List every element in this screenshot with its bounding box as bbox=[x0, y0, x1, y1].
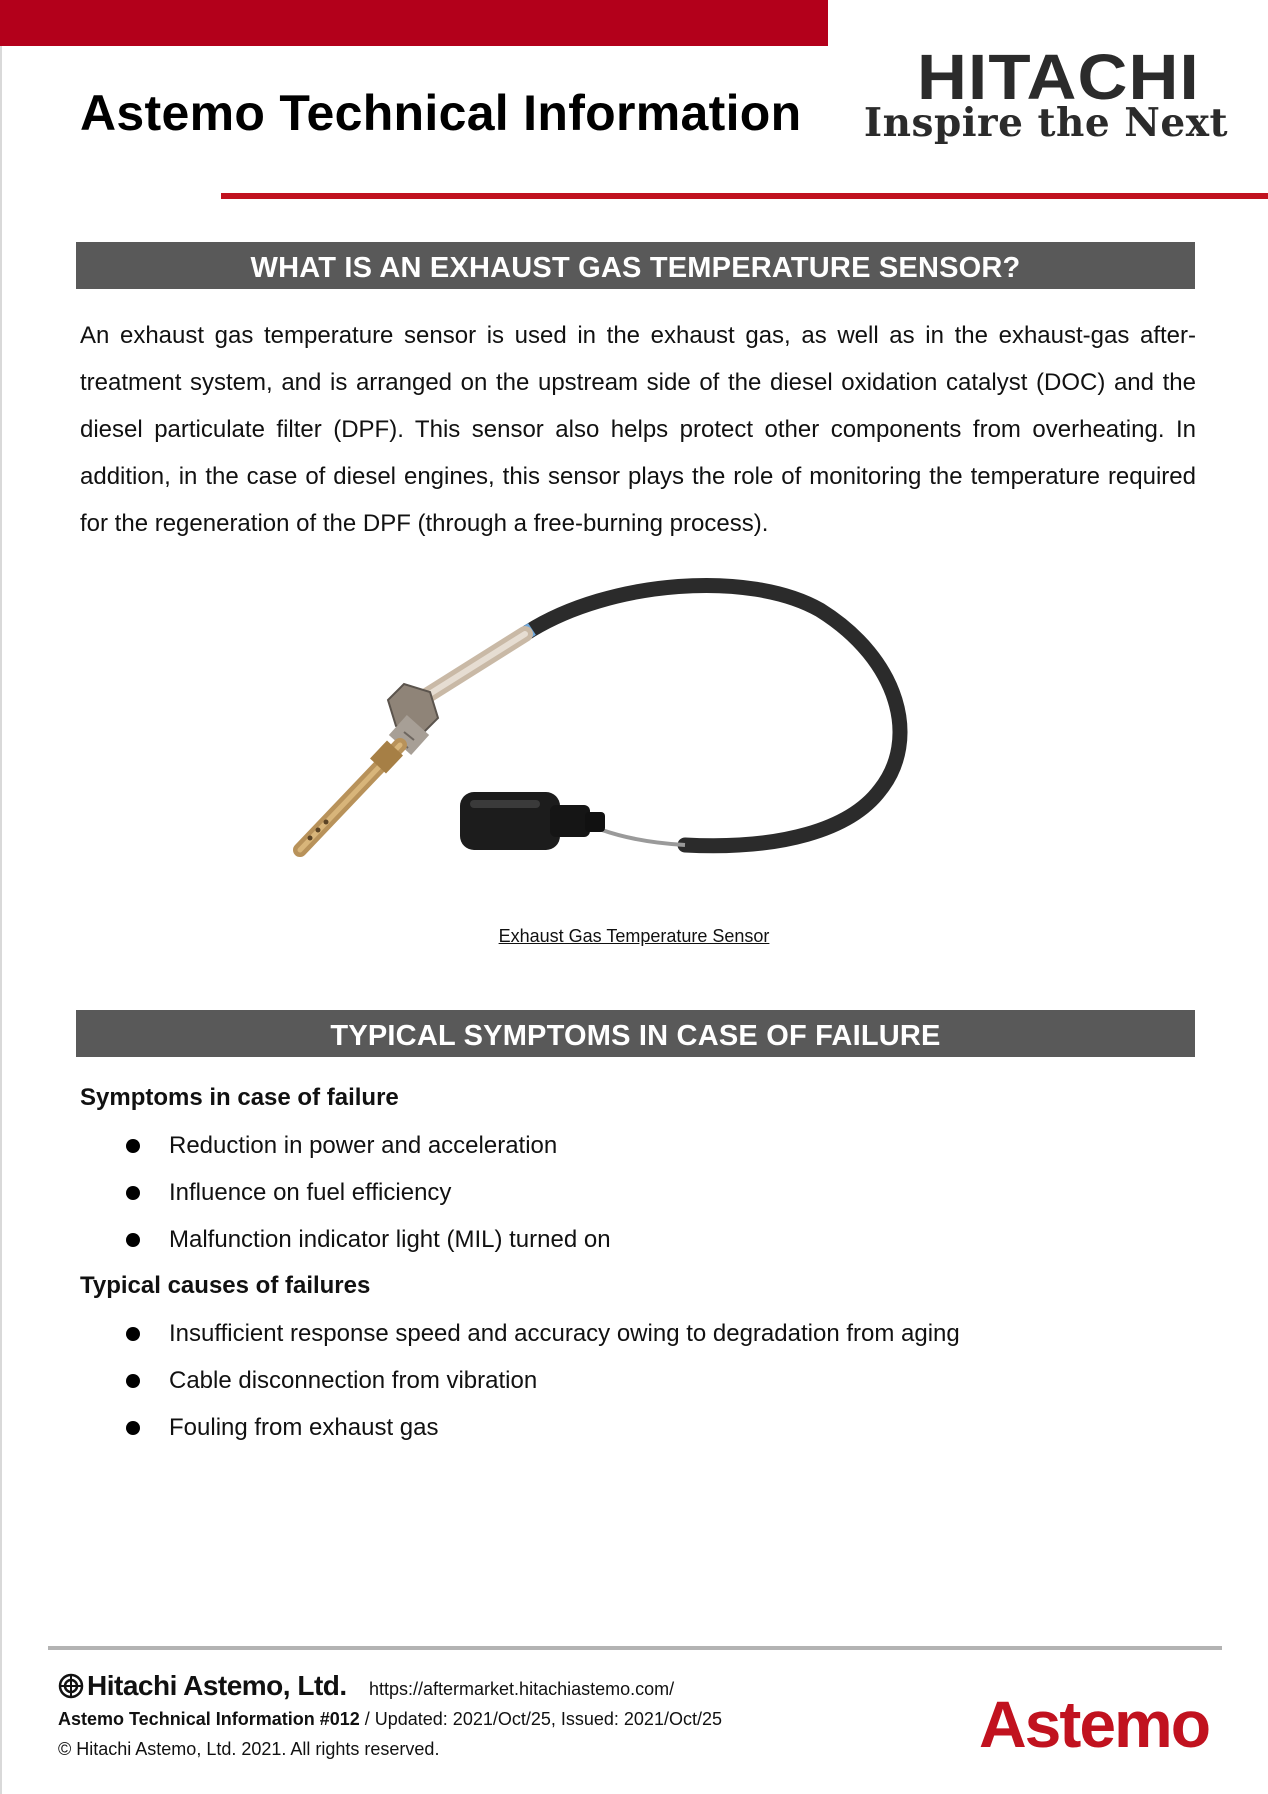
hitachi-logo-tagline: Inspire the Next bbox=[863, 100, 1228, 146]
hitachi-logo bbox=[863, 40, 1228, 150]
symptoms-heading: Symptoms in case of failure bbox=[80, 1084, 399, 1111]
section-heading-symptoms: TYPICAL SYMPTOMS IN CASE OF FAILURE bbox=[76, 1010, 1195, 1057]
footer-copyright: © Hitachi Astemo, Ltd. 2021. All rights reserved. bbox=[58, 1739, 440, 1759]
header-red-bar bbox=[0, 0, 828, 46]
hitachi-logo-wordmark: HITACHI bbox=[917, 41, 1200, 113]
section-heading-what-is: WHAT IS AN EXHAUST GAS TEMPERATURE SENSOR? bbox=[76, 242, 1195, 289]
figure-caption: Exhaust Gas Temperature Sensor bbox=[498, 926, 770, 946]
document-title: Astemo Technical Information bbox=[80, 85, 802, 141]
footer-url-link[interactable]: https://aftermarket.hitachiastemo.com/ bbox=[369, 1679, 675, 1699]
bullet-icon bbox=[126, 1327, 140, 1341]
page-left-border bbox=[0, 0, 2, 1794]
footer-company-name: Hitachi Astemo, Ltd. bbox=[58, 1670, 347, 1702]
bullet-icon bbox=[126, 1186, 140, 1200]
causes-heading: Typical causes of failures bbox=[80, 1272, 371, 1299]
hitachi-mark-icon bbox=[58, 1673, 84, 1699]
intro-paragraph: An exhaust gas temperature sensor is used in the exhaust gas, as well as in the exhaust-gas after-treatment system, and is arranged on the upstream side of the diesel oxidation catalyst (DOC) and the diesel particulate filter (DPF). This sensor also helps protect other components from overheating. In addition, in the case of diesel engines, this sensor plays the role of monitoring the temperature required for the regeneration of the DPF (through a free-burning process). bbox=[80, 322, 1196, 537]
header-divider bbox=[221, 193, 1268, 199]
astemo-logo: Astemo bbox=[979, 1687, 1210, 1761]
doc-dates: / Updated: 2021/Oct/25, Issued: 2021/Oct/25 bbox=[359, 1709, 722, 1729]
bullet-icon bbox=[126, 1374, 140, 1388]
doc-number: Astemo Technical Information #012 bbox=[58, 1709, 360, 1729]
bullet-icon bbox=[126, 1421, 140, 1435]
sensor-image bbox=[280, 560, 1000, 905]
bullet-icon bbox=[126, 1233, 140, 1247]
footer-divider bbox=[48, 1646, 1222, 1650]
bullet-icon bbox=[126, 1139, 140, 1153]
footer-doc-info bbox=[58, 1709, 722, 1730]
